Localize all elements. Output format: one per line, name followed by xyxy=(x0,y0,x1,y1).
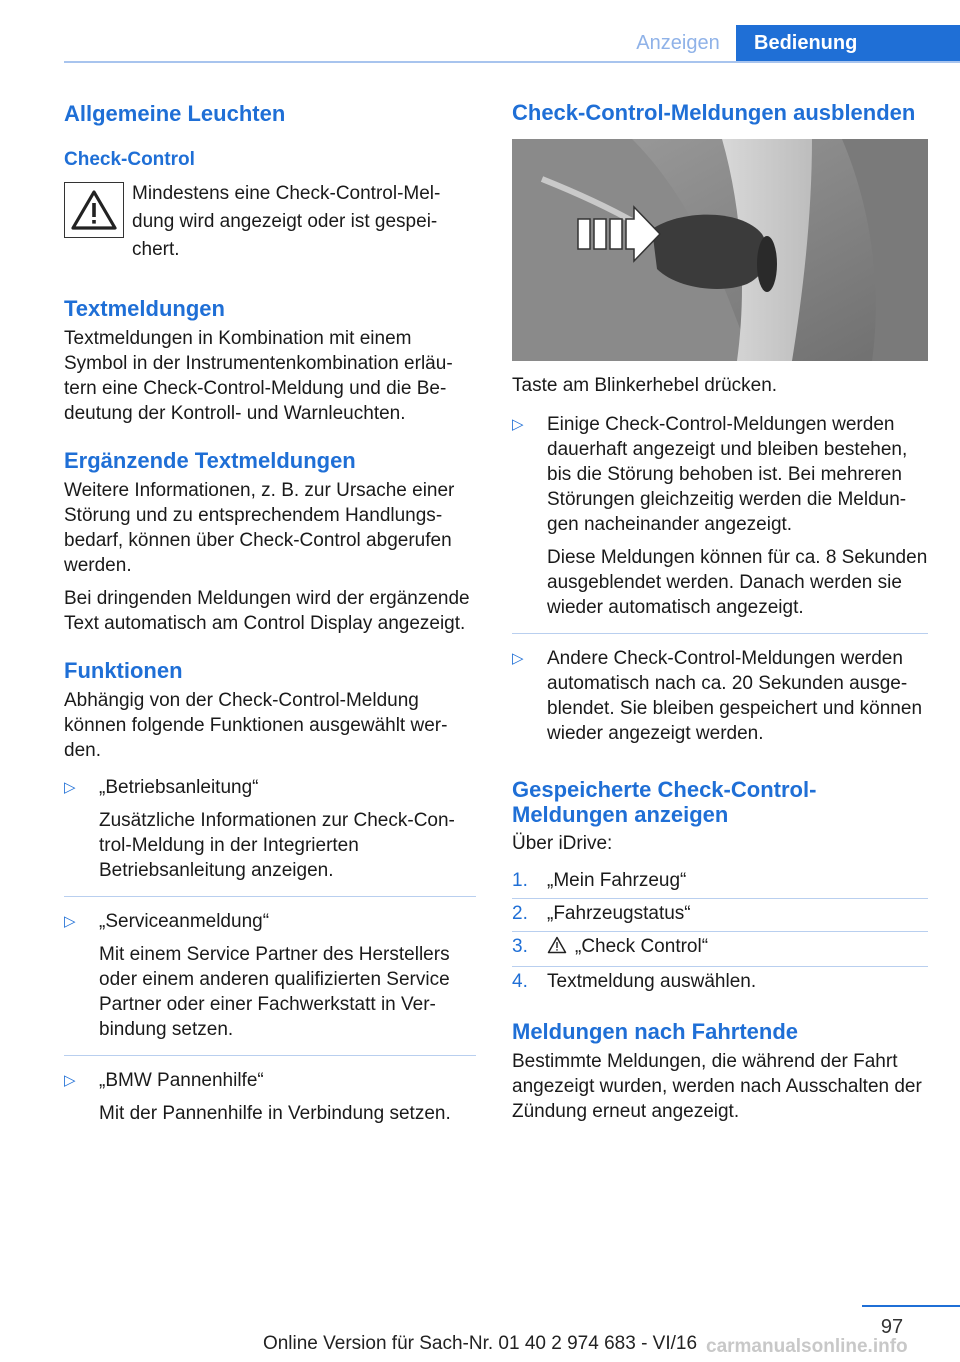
turn-signal-lever-illustration xyxy=(512,139,928,361)
list-item xyxy=(64,909,476,1056)
page-number: 97 xyxy=(880,1316,904,1338)
step-text: „Fahrzeugstatus“ xyxy=(547,903,691,924)
check-control-heading: Check-Control xyxy=(64,149,195,170)
steps-list xyxy=(512,868,928,999)
list-item-text: Andere Check-Control-Meldungen werden automatisch nach ca. 20 Sekunden ausgeblendet. Sie bleiben gespeichert und können wieder angezeigt werden. xyxy=(547,648,923,744)
tab-bedienung[interactable]: Bedienung xyxy=(736,25,960,61)
textmeldungen-heading: Textmeldungen xyxy=(64,296,225,321)
list-item-title: „Serviceanmeldung“ xyxy=(99,911,270,932)
fahrtende-body: Bestimmte Meldungen, die während der Fahrt angezeigt wurden, werden nach Ausschalten der Zündung erneut angezeigt. xyxy=(512,1051,922,1122)
triangle-bullet-icon: ▷ xyxy=(64,1072,76,1089)
step-text: Textmeldung auswählen. xyxy=(547,971,757,992)
ergaenzende-body-1: Weitere Informationen, z. B. zur Ursache einer Störung und zu entsprechendem Handlungsbedarf, können über Check-Control abgerufen werden. xyxy=(64,480,455,576)
textmeldungen-body: Textmeldungen in Kombination mit einem Symbol in der Instrumentenkombination erläutern eine Check-Control-Meldung und die Bedeutung der Kontroll- und Warnleuchten. xyxy=(64,328,453,424)
list-item xyxy=(512,412,928,634)
left-column xyxy=(64,100,476,1151)
tab-anzeigen[interactable]: Anzeigen xyxy=(636,32,720,54)
header-rule xyxy=(64,61,960,63)
list-item xyxy=(64,1068,476,1139)
list-item xyxy=(512,901,928,932)
ergaenzende-heading: Ergänzende Textmeldungen xyxy=(64,448,356,473)
warning-triangle-icon xyxy=(64,182,124,238)
list-item-sub: Diese Meldungen können für ca. 8 Sekunden ausgeblendet werden. Danach werden sie wieder automatisch angezeigt. xyxy=(547,547,928,618)
triangle-bullet-icon: ▷ xyxy=(512,416,524,433)
step-text: „Mein Fahrzeug“ xyxy=(547,870,687,891)
ausblenden-heading: Check-Control-Meldungen ausblenden xyxy=(512,100,916,125)
check-control-note xyxy=(64,180,476,264)
illustration-caption: Taste am Blinkerhebel drücken. xyxy=(512,375,778,396)
right-column xyxy=(512,100,928,1124)
check-control-text: Mindestens eine Check-Control-Meldung wird angezeigt oder ist gespeichert. xyxy=(132,183,441,260)
list-item-title: „Betriebsanleitung“ xyxy=(99,777,259,798)
step-number: 2. xyxy=(512,903,528,924)
step-text: „Check Control“ xyxy=(575,936,709,957)
funktionen-list xyxy=(64,775,476,1139)
watermark: carmanualsonline.info xyxy=(706,1336,908,1357)
list-item-desc: Mit der Pannenhilfe in Verbindung setzen. xyxy=(99,1103,451,1124)
list-item xyxy=(64,775,476,897)
list-item-title: „BMW Pannenhilfe“ xyxy=(99,1070,264,1091)
list-item xyxy=(512,934,928,967)
triangle-bullet-icon: ▷ xyxy=(64,779,76,796)
footer-rule xyxy=(862,1305,960,1307)
triangle-bullet-icon: ▷ xyxy=(512,650,524,667)
list-item-desc: Zusätzliche Informationen zur Check-Control-Meldung in der Integrierten Betriebsanleitung anzeigen. xyxy=(99,810,455,881)
list-item xyxy=(512,969,928,999)
list-item xyxy=(512,646,928,759)
gespeicherte-intro: Über iDrive: xyxy=(512,833,613,854)
step-number: 1. xyxy=(512,870,528,891)
fahrtende-heading: Meldungen nach Fahrtende xyxy=(512,1019,799,1044)
gespeicherte-heading: Gespeicherte Check-Control-Meldungen anzeigen xyxy=(512,777,817,827)
funktionen-body: Abhängig von der Check-Control-Meldung können folgende Funktionen ausgewählt werden. xyxy=(64,690,448,761)
warning-triangle-icon xyxy=(547,936,567,961)
list-item-desc: Mit einem Service Partner des Herstellers oder einem anderen qualifizierten Service Partner oder einer Fachwerkstatt in Verbindung setzen. xyxy=(99,944,450,1040)
triangle-bullet-icon: ▷ xyxy=(64,913,76,930)
funktionen-heading: Funktionen xyxy=(64,658,183,683)
online-version-footer: Online Version für Sach-Nr. 01 40 2 974 683 - VI/16 xyxy=(262,1333,698,1354)
step-number: 3. xyxy=(512,936,528,957)
list-item-text: Einige Check-Control-Meldungen werden dauerhaft angezeigt und bleiben bestehen, bis die Störung behoben ist. Bei mehreren Störungen gleichzeitig werden die Meldungen nacheinander angezeigt. xyxy=(547,414,908,535)
section-title: Allgemeine Leuchten xyxy=(64,101,286,126)
ergaenzende-body-2: Bei dringenden Meldungen wird der ergänzende Text automatisch am Control Display angezeigt. xyxy=(64,588,470,634)
ausblenden-list xyxy=(512,412,928,759)
list-item xyxy=(512,868,928,899)
step-number: 4. xyxy=(512,971,528,992)
